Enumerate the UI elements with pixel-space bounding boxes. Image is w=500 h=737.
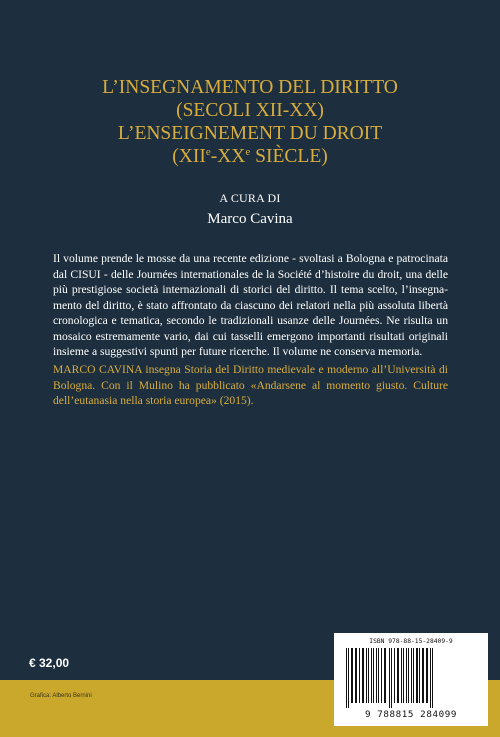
title-block bbox=[0, 76, 500, 168]
barcode-bar bbox=[355, 648, 357, 703]
barcode-bar bbox=[394, 648, 395, 703]
description-line: mento del diritto, è stato affrontato da ciascuno dei relatori nella più assoluta libertà bbox=[53, 298, 448, 312]
bio-line: dell’eutanasia nella storia europea» (2015). bbox=[53, 394, 254, 407]
graphic-credit: Grafica: Alberto Bernini bbox=[30, 693, 92, 699]
barcode-bar bbox=[371, 648, 372, 703]
barcode-bar bbox=[406, 648, 407, 703]
barcode-bar bbox=[430, 648, 431, 708]
description-line: cronologica e tematica, secondo le tradizionali usanze delle Journées. Ne risulta un bbox=[53, 314, 448, 327]
description-line: insieme a suggestivi spunti per future ricerche. Il volume ne conserva memoria. bbox=[53, 345, 423, 358]
barcode-bar bbox=[376, 648, 377, 703]
bio-line: di Bologna. Con il Mulino ha pubblicato «Andarsene al momento giusto. Culture bbox=[53, 363, 449, 392]
barcode-panel bbox=[334, 633, 488, 726]
barcode-bar bbox=[411, 648, 412, 703]
italian-subtitle: (SECOLI XII-XX) bbox=[176, 100, 324, 121]
french-subtitle: (XIIe-XXe SIÈCLE) bbox=[172, 146, 328, 167]
barcode-bar bbox=[422, 648, 424, 703]
barcode-bar bbox=[368, 648, 369, 703]
barcode-bar bbox=[351, 648, 353, 703]
barcode-bar bbox=[408, 648, 409, 703]
barcode-bar bbox=[401, 648, 402, 703]
barcode bbox=[344, 648, 478, 708]
barcode-bar bbox=[366, 648, 367, 703]
description-line: Il volume prende le mosse da una recente edizione - svoltasi a Bologna e patrocinata bbox=[53, 252, 448, 265]
barcode-bar bbox=[432, 648, 433, 708]
barcode-bar bbox=[397, 648, 399, 703]
curator-label: A CURA DI bbox=[219, 191, 281, 205]
barcode-bar bbox=[413, 648, 414, 703]
barcode-bar bbox=[403, 648, 404, 703]
description-line: più prestigiose società internazionali di storici del diritto. Il tema scelto, l’insegna- bbox=[53, 283, 448, 296]
barcode-bar bbox=[426, 648, 428, 703]
barcode-bar bbox=[359, 648, 360, 703]
curator-name: Marco Cavina bbox=[207, 211, 293, 227]
bio-line: MARCO CAVINA insegna Storia del Diritto medievale e moderno all’Università bbox=[53, 363, 436, 376]
barcode-bar bbox=[419, 648, 420, 703]
french-title: L’ENSEIGNEMENT DU DROIT bbox=[117, 123, 383, 144]
barcode-bar bbox=[346, 648, 347, 708]
description-line: dal CISUI - delle Journées internationales de la Société d’histoire du droit, una delle bbox=[53, 267, 448, 281]
barcode-bar bbox=[378, 648, 379, 703]
isbn-label: ISBN 978-88-15-28409-9 bbox=[369, 638, 453, 645]
barcode-bar bbox=[389, 648, 390, 708]
barcode-bar bbox=[362, 648, 364, 703]
barcode-bar bbox=[391, 648, 392, 708]
curator-block bbox=[0, 191, 500, 229]
barcode-bar bbox=[381, 648, 382, 703]
barcode-bar bbox=[373, 648, 374, 703]
author-bio-paragraph bbox=[53, 362, 448, 409]
italian-title: L’INSEGNAMENTO DEL DIRITTO bbox=[102, 77, 398, 98]
barcode-bar bbox=[384, 648, 386, 703]
description-paragraph bbox=[53, 251, 448, 360]
barcode-digits: 9 788815 284099 bbox=[365, 709, 457, 720]
barcode-bar bbox=[416, 648, 418, 703]
barcode-bar bbox=[348, 648, 349, 708]
price-label: € 32,00 bbox=[29, 656, 70, 670]
description-line: mosaico estremamente vario, dai cui tasselli emergono importanti risultati originali bbox=[53, 329, 448, 343]
